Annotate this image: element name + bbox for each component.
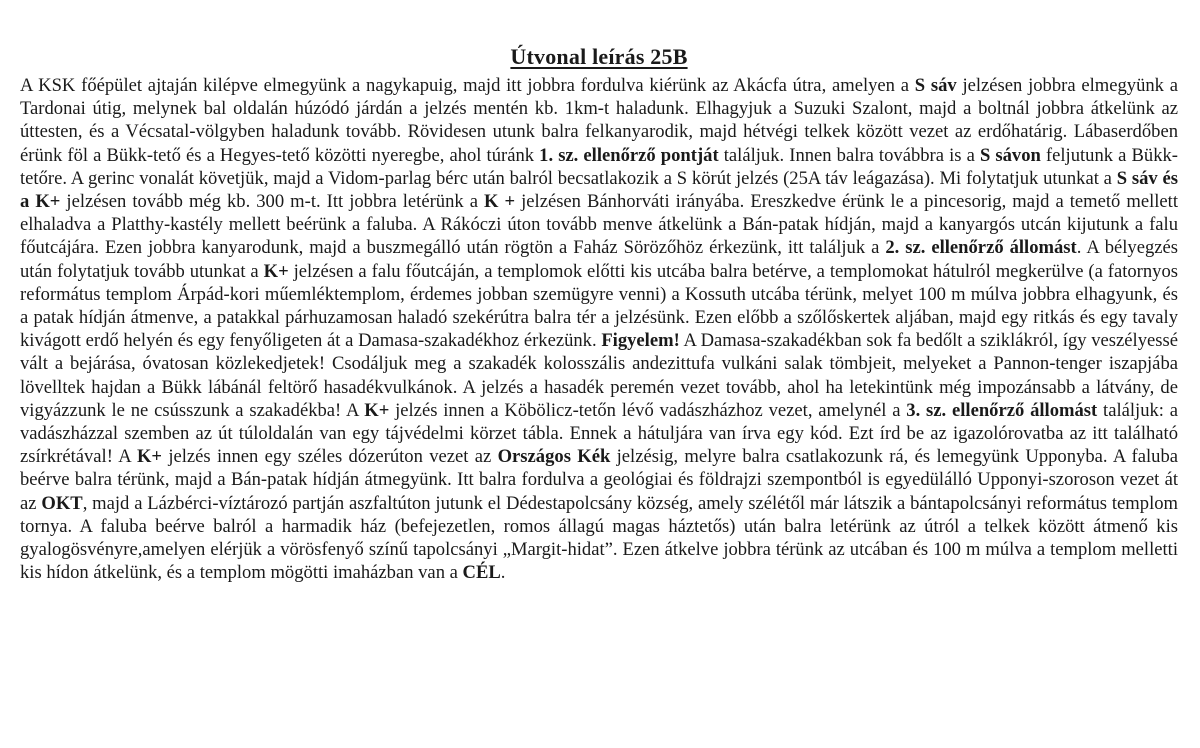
highlighted-text: 2. sz. ellenőrző állomást [885,237,1077,259]
highlighted-text: S sávon [979,144,1041,166]
highlighted-text: 3. sz. ellenőrző állomást [906,399,1098,421]
body-text-run: jelzés innen a Köbölicz-tetőn lévő vadászházhoz vezet, amelynél a [389,399,907,421]
body-text-run: találjuk. Innen balra továbbra is a [718,144,980,166]
body-text-run: jelzésen Bánhorváti irányába. Ereszkedve érünk le a pincesorig, majd a temető mellett elhaladva a Platthy-kastély mellett beérünk a faluba. A Rákóczi úton tovább menve átkelünk a Bán-patak hídján, majd a kanyargós utcán kijutunk a falu főutcájára. Ezen jobbra kanyarodunk, majd a buszmegálló után rögtön a Faház Sörözőhöz érkezünk, itt találjuk a [20,191,1178,259]
highlighted-text: CÉL [462,562,501,584]
highlighted-text: 1. sz. ellenőrző pontját [539,144,719,166]
highlighted-text: K+ [364,399,390,421]
body-text-run: jelzésen tovább még kb. 300 m-t. Itt jobbra letérünk a [60,191,484,213]
body-text-run: jelzésen a falu főutcáján, a templomok előtti kis utcába balra betérve, a templomokat hátulról megkerülve (a fatornyos református templom Árpád-kori műemléktemplom, érdemes jobban szemügyre venni) a Kossuth utcába térünk, melyet 100 m múlva jobbra elhagyunk, és a patak hídján átmenve, a patakkal párhuzamosan haladó szekérútra balra tér a jelzésünk. Ezen előbb a szőlőskertek aljában, majd egy ritkás és egy tavaly kivágott erdő helyén és egy fenyőligeten át a Damasa-szakadékhoz érkezünk. [20,260,1178,352]
body-text-run: A KSK főépület ajtaján kilépve elmegyünk a nagykapuig, majd itt jobbra fordulva kiérünk az Akácfa útra, amelyen a [20,75,915,96]
body-text-run: . A bélyegzés után folytatjuk tovább utunkat a [20,237,1179,282]
body-text-run: jelzésen jobbra elmegyünk a Tardonai útig, melynek bal oldalán húzódó járdán a jelzés mentén kb. 1km-t haladunk. Elhagyjuk a Suzuki Szalont, majd a boltnál jobbra átkelünk az úttesten, és a Vécsatal-völgyben haladunk tovább. Rövidesen utunk balra felkanyarodik, majd hétvégi telkek között vezet az erdőhatárig. Lábaserdőben érünk föl a Bükk-tető és a Hegyes-tető közötti nyeregbe, ahol túránk [20,75,1178,166]
highlighted-text: Országos Kék [497,446,611,468]
body-text-run: jelzésig, melyre balra csatlakozunk rá, és lemegyünk Upponyba. A faluba beérve balra térünk, majd a Bán-patak hídján átmegyünk. Itt balra fordulva a geológiai és földrajzi szempontból is egyedülálló Upponyi-szoroson vezet át az [20,446,1179,514]
highlighted-text: K + [483,191,516,213]
route-description-paragraph [20,74,1178,584]
highlighted-text: K+ [263,260,289,282]
highlighted-text: S sáv és a K+ [20,167,1178,213]
highlighted-text: S sáv [914,75,957,96]
body-text-run: . [500,562,506,584]
highlighted-text: Figyelem! [601,330,680,352]
body-text-run: A Damasa-szakadékban sok fa bedőlt a sziklákról, így veszélyessé vált a bejárása, óvatosan közlekedjetek! Csodáljuk meg a szakadék kolosszális andezittufa vulkáni salak tömbjeit, melyeket a Pannon-tenger iszapjába lövelltek hajdan a Bükk lábánál feltörő hasadékvulkánok. A jelzés a hasadék peremén vezet tovább, ahol ha letekintünk még impozánsabb a látvány, de vigyázzunk le ne csússzunk a szakadékba! A [20,330,1178,421]
body-text-run: találjuk: a vadászházzal szemben az út túloldalán van egy tájvédelmi körzet tábla. Ennek a hátuljára van írva egy kód. Ezt írd be az igazolórovatba az itt található zsírkrétával! A [20,399,1179,468]
document-title [20,44,1178,70]
document-title-text: Útvonal leírás 25B [510,44,688,69]
body-text-run: feljutunk a Bükk-tetőre. A gerinc vonalát követjük, majd a Vidom-parlag bérc után balról becsatlakozik a S körút jelzés (25A táv leágazása). Mi folytatjuk utunkat a [20,144,1178,189]
body-text-run: , majd a Lázbérci-víztározó partján aszfaltúton jutunk el Dédestapolcsány község, amely szélétől már látszik a bántapolcsányi református templom tornya. A faluba beérve balról a harmadik ház (befejezetlen, romos állagú magas háztetős) után balra letérünk az útról a telkek között átmenő kis gyalogösvényre,amelyen elérjük a vörösfenyő színű tapolcsányi „Margit-hidat”. Ezen átkelve jobbra térünk az utcában és 100 m múlva a templom melletti kis hídon átkelünk, és a templom mögötti imaházban van a [20,492,1178,584]
highlighted-text: K+ [136,446,163,468]
body-text-run: jelzés innen egy széles dózerúton vezet az [162,446,498,468]
highlighted-text: OKT [41,492,83,514]
